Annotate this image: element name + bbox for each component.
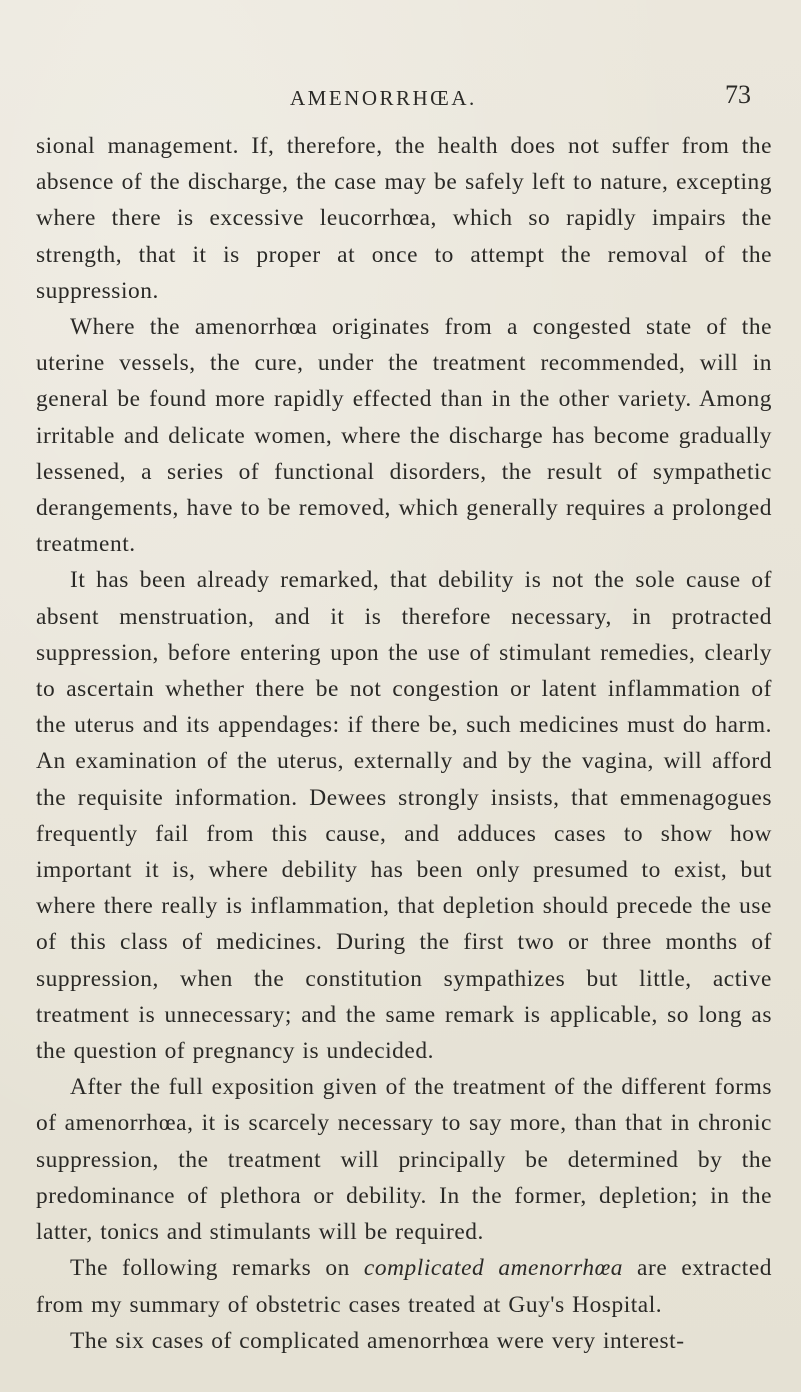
paragraph-following-remarks-lead: The following remarks on (70, 1255, 364, 1282)
paragraph-debility: It has been already remarked, that debility is not the sole cause of absent menstruation, and it is therefore necessary, in protracted suppression, before entering upon the use of stimulant remedies, clearly to ascertain whether there be not congestion or latent inflammation of the uterus and its appendages: if there be, such medicines must do harm. An examination of the uterus, externally and by the vagina, will afford the requisite information. Dewees strongly insists, that emmenagogues frequently fail from this cause, and adduces cases to show how important it is, where debility has been only presumed to exist, but where there really is inflammation, that depletion should precede the use of this class of medicines. During the first two or three months of suppression, when the constitution sympathizes but little, active treatment is unnecessary; and the same remark is applicable, so long as the question of pregnancy is undecided. (36, 567, 772, 1065)
page-number: 73 (725, 80, 751, 109)
paragraph-following-remarks-emphasis: complicated amenorrhœa (363, 1255, 623, 1282)
paragraph-following-remarks (36, 1250, 772, 1322)
paragraph-full-exposition: After the full exposition given of the treatment of the different forms of amenorrhœa, it is scarcely necessary to say more, than that in chronic suppression, the treatment will principally be determined by the predominance of plethora or debility. In the former, depletion; in the latter, tonics and stimulants will be required. (36, 1074, 772, 1246)
paragraph-six-cases: The six cases of complicated amenorrhœa were very interest- (70, 1327, 685, 1354)
paragraph-following-remarks-tail: are extracted from my summary of obstetric cases treated at Guy's Hospital. (36, 1255, 772, 1318)
running-title: AMENORRHŒA. (290, 86, 477, 110)
paragraph-congested-state: Where the amenorrhœa originates from a congested state of the uterine vessels, the cure, under the treatment recommended, will in general be found more rapidly effected than in the other variety. Among irritable and delicate women, where the discharge has become gradually lessened, a series of functional disorders, the result of sympathetic derangements, have to be removed, which generally requires a prolonged treatment. (36, 314, 772, 558)
paragraph-continuation: sional management. If, therefore, the health does not suffer from the absence of the discharge, the case may be safely left to nature, excepting where there is excessive leucorrhœa, which so rapidly impairs the strength, that it is proper at once to attempt the removal of the suppression. (36, 133, 772, 304)
running-head (0, 80, 801, 126)
body-text (36, 128, 772, 1359)
